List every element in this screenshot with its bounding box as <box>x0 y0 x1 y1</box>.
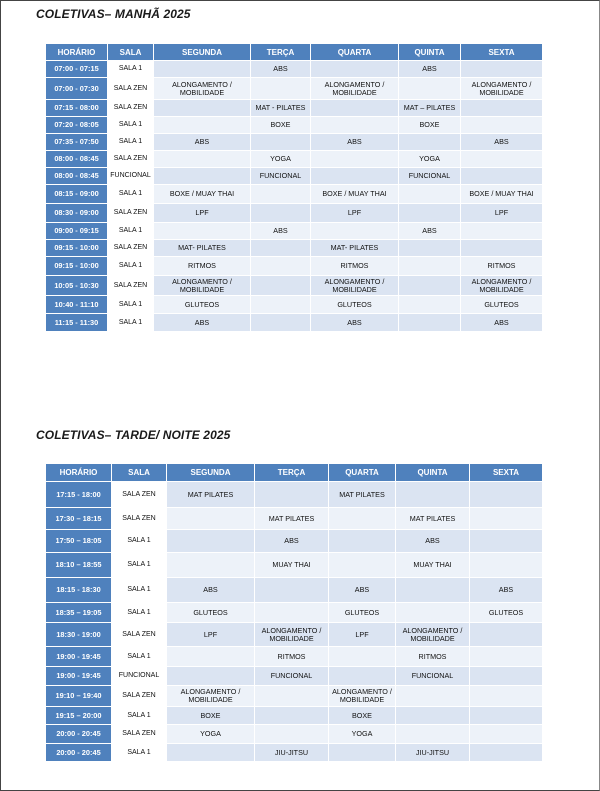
time-cell: 18:35 – 19:05 <box>46 603 112 623</box>
class-cell: ABS <box>251 61 311 78</box>
schedule-row <box>46 223 543 240</box>
column-header: SEGUNDA <box>167 464 255 482</box>
class-cell: GLUTEOS <box>167 603 255 623</box>
time-cell: 07:20 - 08:05 <box>46 117 108 134</box>
time-cell: 10:05 - 10:30 <box>46 276 108 296</box>
schedule-row <box>46 204 543 223</box>
room-cell: SALA 1 <box>112 553 167 578</box>
column-header: QUARTA <box>329 464 396 482</box>
time-cell: 09:15 - 10:00 <box>46 257 108 276</box>
class-cell <box>251 134 311 151</box>
afternoon-body <box>46 482 543 762</box>
class-cell: ABS <box>154 314 251 332</box>
afternoon-schedule-table <box>46 464 543 762</box>
class-cell: GLUTEOS <box>311 296 399 314</box>
time-cell: 09:15 - 10:00 <box>46 240 108 257</box>
class-cell: BOXE / MUAY THAI <box>461 185 543 204</box>
class-cell <box>251 296 311 314</box>
class-cell <box>167 744 255 762</box>
class-cell <box>470 647 543 667</box>
room-cell: SALA ZEN <box>108 151 154 168</box>
time-cell: 07:00 - 07:15 <box>46 61 108 78</box>
class-cell: ABS <box>399 223 461 240</box>
class-cell: YOGA <box>399 151 461 168</box>
room-cell: SALA 1 <box>112 647 167 667</box>
class-cell: MAT - PILATES <box>251 100 311 117</box>
class-cell <box>167 508 255 530</box>
class-cell <box>154 61 251 78</box>
schedule-row <box>46 725 543 744</box>
class-cell <box>154 117 251 134</box>
time-cell: 19:15 – 20:00 <box>46 707 112 725</box>
class-cell <box>461 117 543 134</box>
class-cell: RITMOS <box>255 647 329 667</box>
class-cell: BOXE / MUAY THAI <box>154 185 251 204</box>
class-cell: ALONGAMENTO / MOBILIDADE <box>461 78 543 100</box>
class-cell <box>251 78 311 100</box>
class-cell: MAT PILATES <box>329 482 396 508</box>
schedule-row <box>46 314 543 332</box>
schedule-row <box>46 482 543 508</box>
room-cell: SALA ZEN <box>108 78 154 100</box>
class-cell: YOGA <box>167 725 255 744</box>
class-cell: GLUTEOS <box>154 296 251 314</box>
class-cell <box>399 185 461 204</box>
room-cell: SALA 1 <box>112 578 167 603</box>
class-cell: ALONGAMENTO / MOBILIDADE <box>167 686 255 707</box>
time-cell: 07:00 - 07:30 <box>46 78 108 100</box>
time-cell: 19:00 - 19:45 <box>46 647 112 667</box>
room-cell: FUNCIONAL <box>112 667 167 686</box>
class-cell: RITMOS <box>461 257 543 276</box>
class-cell: GLUTEOS <box>470 603 543 623</box>
room-cell: SALA 1 <box>112 707 167 725</box>
column-header: SALA <box>108 44 154 61</box>
room-cell: FUNCIONAL <box>108 168 154 185</box>
time-cell: 11:15 - 11:30 <box>46 314 108 332</box>
morning-schedule-table <box>46 44 543 332</box>
class-cell <box>396 686 470 707</box>
column-header: QUARTA <box>311 44 399 61</box>
time-cell: 08:30 - 09:00 <box>46 204 108 223</box>
class-cell <box>311 61 399 78</box>
class-cell <box>399 276 461 296</box>
class-cell <box>255 603 329 623</box>
class-cell: GLUTEOS <box>329 603 396 623</box>
class-cell <box>255 482 329 508</box>
room-cell: SALA 1 <box>112 603 167 623</box>
class-cell <box>470 623 543 647</box>
class-cell: MAT- PILATES <box>311 240 399 257</box>
class-cell: LPF <box>311 204 399 223</box>
class-cell: ALONGAMENTO / MOBILIDADE <box>329 686 396 707</box>
class-cell <box>154 223 251 240</box>
time-cell: 08:15 - 09:00 <box>46 185 108 204</box>
class-cell <box>399 204 461 223</box>
schedule-row <box>46 553 543 578</box>
schedule-row <box>46 134 543 151</box>
class-cell: ALONGAMENTO / MOBILIDADE <box>154 78 251 100</box>
room-cell: SALA ZEN <box>112 725 167 744</box>
class-cell <box>255 686 329 707</box>
class-cell <box>470 530 543 553</box>
class-cell <box>396 603 470 623</box>
class-cell <box>396 725 470 744</box>
class-cell: BOXE <box>329 707 396 725</box>
class-cell: ABS <box>329 578 396 603</box>
class-cell <box>396 482 470 508</box>
room-cell: SALA 1 <box>108 61 154 78</box>
schedule-row <box>46 508 543 530</box>
class-cell: MAT- PILATES <box>154 240 251 257</box>
column-header: QUINTA <box>396 464 470 482</box>
time-cell: 07:15 - 08:00 <box>46 100 108 117</box>
class-cell: ALONGAMENTO / MOBILIDADE <box>154 276 251 296</box>
room-cell: SALA ZEN <box>108 276 154 296</box>
room-cell: SALA ZEN <box>112 623 167 647</box>
schedule-row <box>46 686 543 707</box>
column-header: SEXTA <box>461 44 543 61</box>
class-cell: MUAY THAI <box>255 553 329 578</box>
class-cell: MAT PILATES <box>167 482 255 508</box>
room-cell: SALA ZEN <box>108 240 154 257</box>
class-cell <box>167 553 255 578</box>
class-cell <box>399 296 461 314</box>
class-cell: ABS <box>461 134 543 151</box>
schedule-row <box>46 151 543 168</box>
schedule-row <box>46 296 543 314</box>
class-cell: RITMOS <box>311 257 399 276</box>
class-cell <box>251 240 311 257</box>
class-cell <box>311 223 399 240</box>
room-cell: SALA ZEN <box>108 204 154 223</box>
class-cell <box>311 100 399 117</box>
class-cell <box>329 647 396 667</box>
class-cell: ABS <box>255 530 329 553</box>
time-cell: 09:00 - 09:15 <box>46 223 108 240</box>
morning-body <box>46 61 543 332</box>
class-cell <box>154 100 251 117</box>
column-header: QUINTA <box>399 44 461 61</box>
class-cell <box>399 78 461 100</box>
column-header: SALA <box>112 464 167 482</box>
class-cell <box>329 508 396 530</box>
schedule-row <box>46 647 543 667</box>
schedule-row <box>46 530 543 553</box>
time-cell: 07:35 - 07:50 <box>46 134 108 151</box>
class-cell <box>251 204 311 223</box>
column-header: TERÇA <box>255 464 329 482</box>
class-cell: ABS <box>251 223 311 240</box>
class-cell: JIU-JITSU <box>396 744 470 762</box>
time-cell: 19:00 - 19:45 <box>46 667 112 686</box>
class-cell <box>255 578 329 603</box>
class-cell <box>329 744 396 762</box>
time-cell: 18:10 – 18:55 <box>46 553 112 578</box>
class-cell <box>311 117 399 134</box>
class-cell: ALONGAMENTO / MOBILIDADE <box>461 276 543 296</box>
class-cell <box>461 240 543 257</box>
class-cell: ABS <box>311 314 399 332</box>
schedule-row <box>46 667 543 686</box>
time-cell: 08:00 - 08:45 <box>46 151 108 168</box>
class-cell: ABS <box>311 134 399 151</box>
class-cell <box>461 168 543 185</box>
class-cell: ABS <box>399 61 461 78</box>
class-cell: MUAY THAI <box>396 553 470 578</box>
time-cell: 18:30 - 19:00 <box>46 623 112 647</box>
class-cell <box>154 168 251 185</box>
class-cell <box>470 707 543 725</box>
class-cell <box>470 744 543 762</box>
class-cell <box>470 725 543 744</box>
schedule-row <box>46 78 543 100</box>
class-cell: JIU-JITSU <box>255 744 329 762</box>
time-cell: 18:15 - 18:30 <box>46 578 112 603</box>
class-cell <box>311 168 399 185</box>
schedule-row <box>46 257 543 276</box>
class-cell: ALONGAMENTO / MOBILIDADE <box>311 78 399 100</box>
class-cell <box>399 134 461 151</box>
column-header: HORÁRIO <box>46 44 108 61</box>
class-cell: BOXE <box>167 707 255 725</box>
time-cell: 17:15 - 18:00 <box>46 482 112 508</box>
time-cell: 17:30 – 18:15 <box>46 508 112 530</box>
class-cell: MAT PILATES <box>396 508 470 530</box>
class-cell <box>470 667 543 686</box>
class-cell <box>329 553 396 578</box>
class-cell: BOXE / MUAY THAI <box>311 185 399 204</box>
class-cell: ABS <box>461 314 543 332</box>
room-cell: SALA 1 <box>112 744 167 762</box>
morning-header-row <box>46 44 543 61</box>
class-cell <box>329 667 396 686</box>
room-cell: SALA 1 <box>108 257 154 276</box>
column-header: SEGUNDA <box>154 44 251 61</box>
schedule-row <box>46 117 543 134</box>
class-cell: GLUTEOS <box>461 296 543 314</box>
room-cell: SALA ZEN <box>112 482 167 508</box>
class-cell <box>255 707 329 725</box>
time-cell: 20:00 - 20:45 <box>46 744 112 762</box>
room-cell: SALA ZEN <box>112 508 167 530</box>
class-cell: BOXE <box>399 117 461 134</box>
room-cell: SALA 1 <box>112 530 167 553</box>
class-cell <box>167 530 255 553</box>
class-cell <box>399 314 461 332</box>
class-cell: FUNCIONAL <box>251 168 311 185</box>
schedule-row <box>46 61 543 78</box>
class-cell <box>251 185 311 204</box>
class-cell <box>396 578 470 603</box>
class-cell: ABS <box>167 578 255 603</box>
class-cell: ABS <box>396 530 470 553</box>
schedule-row <box>46 276 543 296</box>
time-cell: 19:10 – 19:40 <box>46 686 112 707</box>
class-cell: LPF <box>461 204 543 223</box>
column-header: TERÇA <box>251 44 311 61</box>
time-cell: 17:50 – 18:05 <box>46 530 112 553</box>
class-cell: LPF <box>329 623 396 647</box>
morning-title: COLETIVAS– MANHÃ 2025 <box>36 7 191 21</box>
class-cell: LPF <box>154 204 251 223</box>
schedule-row <box>46 168 543 185</box>
class-cell <box>461 61 543 78</box>
class-cell <box>311 151 399 168</box>
room-cell: SALA 1 <box>108 185 154 204</box>
column-header: SEXTA <box>470 464 543 482</box>
class-cell <box>470 508 543 530</box>
class-cell <box>399 257 461 276</box>
room-cell: SALA 1 <box>108 296 154 314</box>
time-cell: 10:40 - 11:10 <box>46 296 108 314</box>
room-cell: SALA 1 <box>108 134 154 151</box>
class-cell: LPF <box>167 623 255 647</box>
class-cell: MAT PILATES <box>255 508 329 530</box>
column-header: HORÁRIO <box>46 464 112 482</box>
schedule-row <box>46 603 543 623</box>
class-cell <box>251 257 311 276</box>
class-cell <box>255 725 329 744</box>
schedule-row <box>46 240 543 257</box>
class-cell: YOGA <box>251 151 311 168</box>
room-cell: SALA 1 <box>108 223 154 240</box>
room-cell: SALA 1 <box>108 314 154 332</box>
room-cell: SALA ZEN <box>108 100 154 117</box>
class-cell: YOGA <box>329 725 396 744</box>
schedule-row <box>46 707 543 725</box>
room-cell: SALA ZEN <box>112 686 167 707</box>
class-cell: BOXE <box>251 117 311 134</box>
class-cell <box>167 667 255 686</box>
class-cell <box>251 314 311 332</box>
class-cell: ABS <box>470 578 543 603</box>
class-cell <box>461 223 543 240</box>
class-cell: ALONGAMENTO / MOBILIDADE <box>255 623 329 647</box>
class-cell <box>329 530 396 553</box>
class-cell: MAT – PILATES <box>399 100 461 117</box>
class-cell: ALONGAMENTO / MOBILIDADE <box>396 623 470 647</box>
class-cell <box>461 100 543 117</box>
schedule-row <box>46 623 543 647</box>
afternoon-title: COLETIVAS– TARDE/ NOITE 2025 <box>36 428 231 442</box>
class-cell: FUNCIONAL <box>255 667 329 686</box>
class-cell <box>461 151 543 168</box>
class-cell: ALONGAMENTO / MOBILIDADE <box>311 276 399 296</box>
room-cell: SALA 1 <box>108 117 154 134</box>
class-cell: ABS <box>154 134 251 151</box>
class-cell <box>470 553 543 578</box>
class-cell: RITMOS <box>154 257 251 276</box>
time-cell: 08:00 - 08:45 <box>46 168 108 185</box>
schedule-row <box>46 578 543 603</box>
time-cell: 20:00 - 20:45 <box>46 725 112 744</box>
schedule-row <box>46 100 543 117</box>
class-cell <box>251 276 311 296</box>
class-cell: FUNCIONAL <box>399 168 461 185</box>
class-cell <box>470 686 543 707</box>
class-cell: RITMOS <box>396 647 470 667</box>
class-cell <box>154 151 251 168</box>
class-cell <box>167 647 255 667</box>
class-cell <box>399 240 461 257</box>
schedule-row <box>46 185 543 204</box>
class-cell <box>396 707 470 725</box>
afternoon-header-row <box>46 464 543 482</box>
class-cell: FUNCIONAL <box>396 667 470 686</box>
schedule-row <box>46 744 543 762</box>
class-cell <box>470 482 543 508</box>
